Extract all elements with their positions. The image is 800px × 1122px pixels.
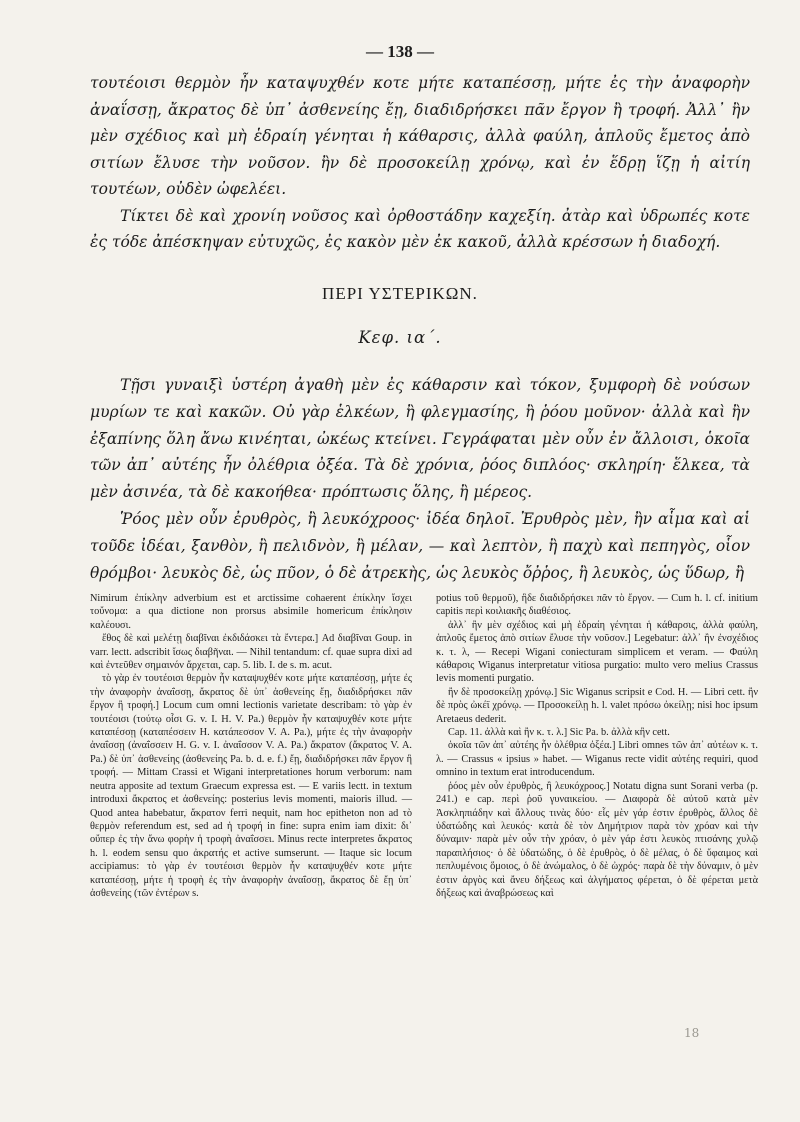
paragraph: Τῇσι γυναιξὶ ὑστέρη ἀγαθὴ μὲν ἐς κάθαρσιν καὶ τόκον, ξυμφορὴ δὲ νούσων μυρίων τε καὶ κακῶν. Οὐ γὰρ ἑλκέων, ἢ φλεγμασίης, ἢ ῥόου μοῦνον· ἀλλὰ καὶ ἢν ἐξαπίνης ὅλη ἄνω κινέηται, ὠκέως κτείνει. Γεγράφαται μὲν οὖν ἐν ἄλλοισι, ὁκοῖα τῶν ἀπ᾽ αὐτέης ἦν ὀλέθρια ὀξέα. Τὰ δὲ χρόνια, ῥόος διπλόος· σκληρίη· ἕλκεα, τὰ μὲν ἀσινέα, τὰ δὲ κακοήθεα· πρόπτωσις ὅλης, ἢ μέρεος. xyxy=(90,376,750,502)
margin-mark: 18 xyxy=(684,1026,700,1040)
section-title: ΠΕΡΙ ΥΣΤΕΡΙΚΩΝ. xyxy=(322,284,478,303)
chapter-heading: Κεφ. ια΄. xyxy=(358,328,442,347)
paragraph: τουτέοισι θερμὸν ἦν καταψυχθέν κοτε μήτε καταπέσσῃ, μήτε ἐς τὴν ἀναφορὴν ἀναΐσσῃ, ἄκρατος δὲ ὑπ᾽ ἀσθενείης ἔῃ, διαδιδρήσκει πᾶν ἔργον ἢ τροφή. Ἀλλ᾽ ἢν μὲν σχέδιος καὶ μὴ ἑδραίη γένηται ἡ κάθαρσις, ἀλλὰ φαύλη, ἁπλοῦς ἔμετος ἀπὸ σιτίων ἔλυσε τὴν νοῦσον. ἢν δὲ προσοκείλῃ χρόνῳ, καὶ ἐν ἕδρῃ ἵζῃ ἡ αἰτίη τουτέων, οὐδὲν ὠφελέει. xyxy=(90,74,750,198)
footnote: Nimirum ἐπίκλην adverbium est et arctissime cohaerent ἐπίκλην ἴσχει τοὔνομα: a qua dictione non prorsus absimile homericum ἐπίκλησιν καλέουσι. xyxy=(90,593,412,631)
footnotes-right-column xyxy=(436,592,758,900)
footnote: ὁκοῖα τῶν ἀπ᾽ αὐτέης ἦν ὀλέθρια ὀξέα.] Libri omnes τῶν ἀπ᾽ αὐτέων κ. τ. λ. — Crassus « ipsius » habet. — Wiganus recte vidit αὐτέης requiri, quod omnino in textum erat introducendum. xyxy=(436,740,758,779)
footnote: potius τοῦ θερμοῦ), ἣδε διαδιδρήσκει πᾶν τὸ ἔργον. — Cum h. l. cf. initium capitis περὶ κοιλιακῆς διαθέσιος. xyxy=(436,593,758,618)
paragraph: Ῥόος μὲν οὖν ἐρυθρὸς, ἢ λευκόχροος· ἰδέα δηλοῖ. Ἐρυθρὸς μὲν, ἢν αἷμα καὶ αἱ τοῦδε ἰδέαι, ξανθὸν, ἢ πελιδνὸν, ἢ μέλαν, — καὶ λεπτὸν, ἢ παχὺ καὶ πεπηγὸς, οἷον θρόμβοι· λευκὸς δὲ, ὡς πῦον, ὁ δὲ ἀτρεκὴς, ὡς λευκὸς ὄῤῥος, ἢ λευκὸς, ὡς ὕδωρ, ἢ xyxy=(90,509,750,582)
footnotes-left-column xyxy=(90,592,412,900)
footnote: ῥόος μὲν οὖν ἐρυθρὸς, ἢ λευκόχροος.] Notatu digna sunt Sorani verba (p. 241.) e cap. περὶ ῥοῦ γυναικείου. — Διαφορὰ δὲ αὐτοῦ κατὰ μὲν Ἀσκληπιάδην καὶ ἄλλους τινὰς δύο· εἷς μὲν γάρ ἐστιν ἐρυθρὸς, ἄλλος δὲ ὑδατώδης καὶ λευκός· κατὰ δὲ τὸν Δημήτριον παρὰ τὸν χρόαν καὶ τὴν δύναμιν· παρὰ μὲν οὖν τὴν χρόαν, ὁ μὲν γάρ ἐστι λευκὸς πτισάνης χυλῷ παραπλήσιος· ὁ δὲ ὑδατώδης, ὁ δὲ ἐρυθρὸς, ὁ δὲ μέλας, ὁ δὲ ὕφαιμος καὶ πεπλυμένοις ὅμοιος, ὁ δὲ ἀνώμαλος, ὁ δὲ ὠχρός· παρὰ δὲ τὴν δύναμιν, ὁ μὲν ἐστιν ἀργὸς καὶ ἄνευ δήξεως καὶ ἀλγήματος φέρεται, ὁ δὲ φέρεται μετὰ δήξεως καὶ ἀναβρώσεως καὶ xyxy=(436,780,758,899)
body-text-top xyxy=(90,70,750,256)
footnote: τὸ γὰρ ἐν τουτέοισι θερμὸν ἦν καταψυχθέν κοτε μήτε καταπέσσῃ, μήτε ἐς τὴν ἀναφορὴν ἀναΐσσῃ, ἄκρατος δὲ ὑπ᾽ ἀσθενείης ἔῃ, διαδιδρήσκει πᾶν ἔργον ἢ τροφή.] Locum cum omni lectionis varietate describam: τὸ γὰρ ἐν τουτέοισι (τούτῳ οἷσι G. v. I. H. V. Pa.) θερμὸν ἦν καταψυχθέν κοτε μήτε καταπέσσῃ (καταπέσσειν H. κατάπεσσον V. A. Pa.), μήτε ἐς τὴν ἀναφορὴν ἀναΐσσῃ (ἀναΐσσειν H. G. v. I. ἀναΐσσον V. A. Pa.) ἄκρατον (ἄκρατος V. A. Pa.) δὲ ὑπ᾽ ἀσθενείης (ἀσθενείης Pa. b. d. e. f.) ἔῃ, διαδιδρήσκει πᾶν ἔργον ἢ τροφή. — Mittam Crassi et Wigani interpretationes horum verborum: nam neutra apposite ad textum Graecum expressa est. — E variis lectt. in textum introduxi ἄκρατος et ἀσθενείης: posterius levis momenti, maioris illud. — Quod antea habebatur, ἄκρατον ferri nequit, nam hoc epitheton non ad τὸ θερμὸν referendum est, sed ad ἡ τροφή in fine: supra enim iam dixit: δι᾽ οὔπερ ἐς τὴν ἄνω φορὴν ἡ τροφὴ ἀναΐσσει. Minus recte interpretes ἄκρατος h. l. eodem sensu quo ἀκρατής et active sumserunt. — Itaque sic locum accipiamus: τὸ γὰρ ἐν τουτέοισι θερμὸν ἦν καταψυχθέν κοτε μήτε καταπέσσῃ, μήτε ἡ τροφὴ ἐς τὴν ἀναφορὴν ἀναΐσσῃ, ἄκρατος δὲ ἔῃ ὑπ᾽ ἀσθενείης (τῶν ἐντέρων s. xyxy=(90,673,412,899)
footnote: ἔθος δὲ καὶ μελέτῃ διαβῖναι ἐκδιδάσκει τὰ ἔντερα.] Ad διαβῖναι Goup. in varr. lectt. adscribit ἴσως διαβῆναι. — Nihil tentandum: cf. quae supra dixi ad καὶ ἐντεῦθεν σημαινόν ἄρχεται, cap. 5. lib. I. de s. m. acut. xyxy=(90,633,412,672)
page-number: — 138 — xyxy=(366,42,434,61)
paragraph: Τίκτει δὲ καὶ χρονίη νοῦσος καὶ ὀρθοστάδην καχεξίη. ἀτὰρ καὶ ὑδρωπές κοτε ἐς τόδε ἀπέσκηψαν εὐτυχῶς, ἐς κακὸν μὲν ἐκ κακοῦ, ἀλλὰ κρέσσων ἡ διαδοχή. xyxy=(90,206,750,251)
footnote: ἢν δὲ προσοκείλῃ χρόνῳ.] Sic Wiganus scripsit e Cod. H. — Libri cett. ἢν δὲ πρὸς ὠκέϊ χρόνῳ. — Προσοκείλῃ h. l. valet πρόσω ὀκείλῃ; nisi hoc ipsum Aretaeus dederit. xyxy=(436,686,758,725)
footnote: Cap. 11. ἀλλὰ καὶ ἢν κ. τ. λ.] Sic Pa. b. ἀλλὰ κἢν cett. xyxy=(448,727,670,739)
body-text-main xyxy=(90,372,750,586)
footnotes xyxy=(90,592,758,900)
footnote: ἀλλ᾽ ἢν μὲν σχέδιος καὶ μὴ ἑδραίη γένηται ἡ κάθαρσις, ἀλλὰ φαύλη, ἁπλοῦς ἔμετος ἀπὸ σιτίων ἔλυσε τὴν νοῦσον.] Legebatur: ἀλλ᾽ ἢν ἐνσχέδιος κ. τ. λ, — Recepi Wigani coniecturam simplicem et veram. — Φαύλη κάθαρσις Wiganus interpretatur vitiosa purgatio: multo vero melius Crassus levis momenti purgatio. xyxy=(436,619,758,685)
